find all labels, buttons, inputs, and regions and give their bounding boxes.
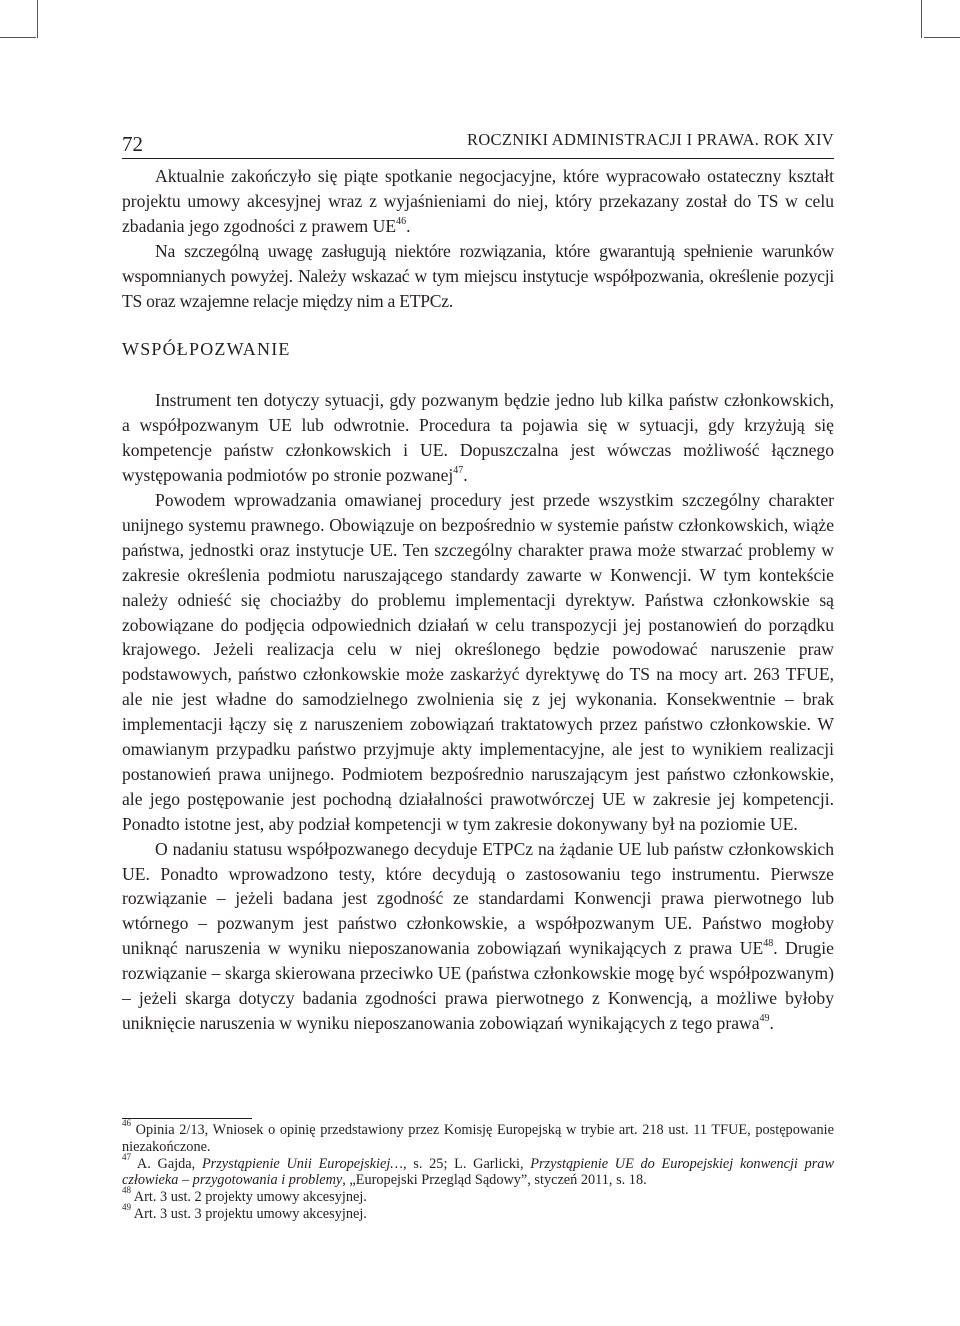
footnote-48: $^{48}$ Art. 3 ust. 2 projekty umowy akcesyjnej. [122,1185,367,1206]
footnote-ref-49: 49 [759,1013,770,1025]
footnote-ref-48: 48 [763,938,774,950]
paragraph-status: O nadaniu statusu współpozwanego decyduje ETPCz na żądanie UE lub państw członkowskich UE. Ponadto wprowadzono testy, które decydują o zastosowaniu tego instrumentu. Pierwsze rozwiązanie – jeżeli badana jest zgodność ze standardami Konwencji prawa pierwotnego lub wtórnego – pozwanym jest państwo członkowskie, a współpozwanym UE. Państwo mogłoby uniknąć naruszenia w wyniku nieposzanowania zobowiązań wynikających z prawa UE$^{48}$. Drugie rozwiązanie – skarga skierowana przeciwko UE (państwa członkowskie mogę być współpozwanym) – jeżeli skarga dotyczy badania zgodności prawa pierwotnego z Konwencją, a możliwe byłoby uniknięcie naruszenia w wyniku nieposzanowania zobowiązań wynikających z tego prawa$^{49}$. [122,838,834,1033]
page-number: 72 [122,132,143,156]
crop-mark-top-right-horizontal [924,37,960,38]
crop-mark-top-right-vertical [921,0,922,38]
paragraph-instrument: Instrument ten dotyczy sytuacji, gdy pozwanym będzie jedno lub kilka państw członkowskich, a współpozwanym UE lub odwrotnie. Procedura ta pojawia się w sytuacji, gdy krzyżują się kompetencje państw członkowskich i UE. Dopuszczalna jest wówczas możliwość łącznego występowania podmiotów po stronie pozwanej$^{47}$. [122,390,834,486]
paragraph-intro: Aktualnie zakończyło się piąte spotkanie negocjacyjne, które wypracowało ostateczny kształt projektu umowy akcesyjnej wraz z wyjaśnieniami do niej, który przekazany został do TS w celu zbadania jego zgodności z prawem UE$^{46}$. [122,166,834,236]
footnotes [122,1118,834,1223]
paragraph-intro-cont [122,239,834,314]
paragraph-intro-text: Aktualnie zakończyło się piąte spotkanie negocjacyjne, które wypracowało ostateczny kształt projektu umowy akcesyjnej wraz z wyjaśnieniami do niej, który przekazany został do TS w celu zbadania jego zgodności z prawem UE [122,166,834,236]
page-header [122,128,834,159]
running-title: ROCZNIKI ADMINISTRACJI I PRAWA. ROK XIV [467,130,834,149]
footnote-49: $^{49}$ Art. 3 ust. 3 projektu umowy akcesyjnej. [122,1202,367,1222]
crop-mark-top-left-vertical [37,0,38,38]
section-heading: WSPÓŁPOZWANIE [122,339,291,360]
main-text [122,164,834,1036]
footnote-ref-46: 46 [396,215,407,227]
footnote-46: $^{46}$ Opinia 2/13, Wniosek o opinię przedstawiony przez Komisję Europejską w trybie art. 218 ust. 11 TFUE, postępowanie niezakończone. [122,1118,834,1155]
footnote-separator [122,1118,252,1119]
paragraph-reason: Powodem wprowadzania omawianej procedury jest przede wszystkim szczególny charakter unijnego systemu prawnego. Obowiązuje on bezpośrednio w systemie państw członkowskich, wiąże państwa, jednostki oraz instytucje UE. Ten szczególny charakter prawa może stwarzać problemy w zakresie określenia podmiotu naruszającego standardy zawarte w Konwencji. W tym kontekście należy odnieść się chociażby do problemu implementacji dyrektyw. Państwa członkowskie są zobowiązane do podjęcia odpowiednich działań w celu transpozycji jej postanowień do porządku krajowego. Jeżeli realizacja celu w niej określonego będzie powodować naruszenie praw podstawowych, państwo członkowskie może zaskarżyć dyrektywę do TS na mocy art. 263 TFUE, ale nie jest władne do samodzielnego zwolnienia się z jej wykonania. Konsekwentnie – brak implementacji łączy się z naruszeniem zobowiązań traktatowych przez państwo członkowskie. W omawianym przypadku państwo przyjmuje akty implementacyjne, ale jest to wynikiem realizacji postanowień prawa unijnego. Podmiotem bezpośrednio naruszającym jest państwo członkowskie, ale jego postępowanie jest pochodną działalności prawotwórczej UE w zakresie jej kompetencji. Ponadto istotne jest, aby podział kompetencji w tym zakresie dokonywany był na poziomie UE. [122,489,834,834]
crop-mark-top-left-horizontal [0,37,36,38]
footnote-ref-47: 47 [453,465,464,477]
footnote-47: $^{47}$ A. Gajda, Przystąpienie Unii Europejskiej…, s. 25; L. Garlicki, Przystąpienie UE do Europejskiej konwencji praw człowieka – przygotowania i problemy, „Europejski Przegląd Sądowy”, styczeń 2011, s. 18. [122,1151,834,1189]
paragraph-intro-cont-text: Na szczególną uwagę zasługują niektóre rozwiązania, które gwarantują spełnienie warunków wspomnianych powyżej. Należy wskazać w tym miejscu instytucje współpozwania, określenie pozycji TS oraz wzajemne relacje między nim a ETPCz. [122,240,834,311]
